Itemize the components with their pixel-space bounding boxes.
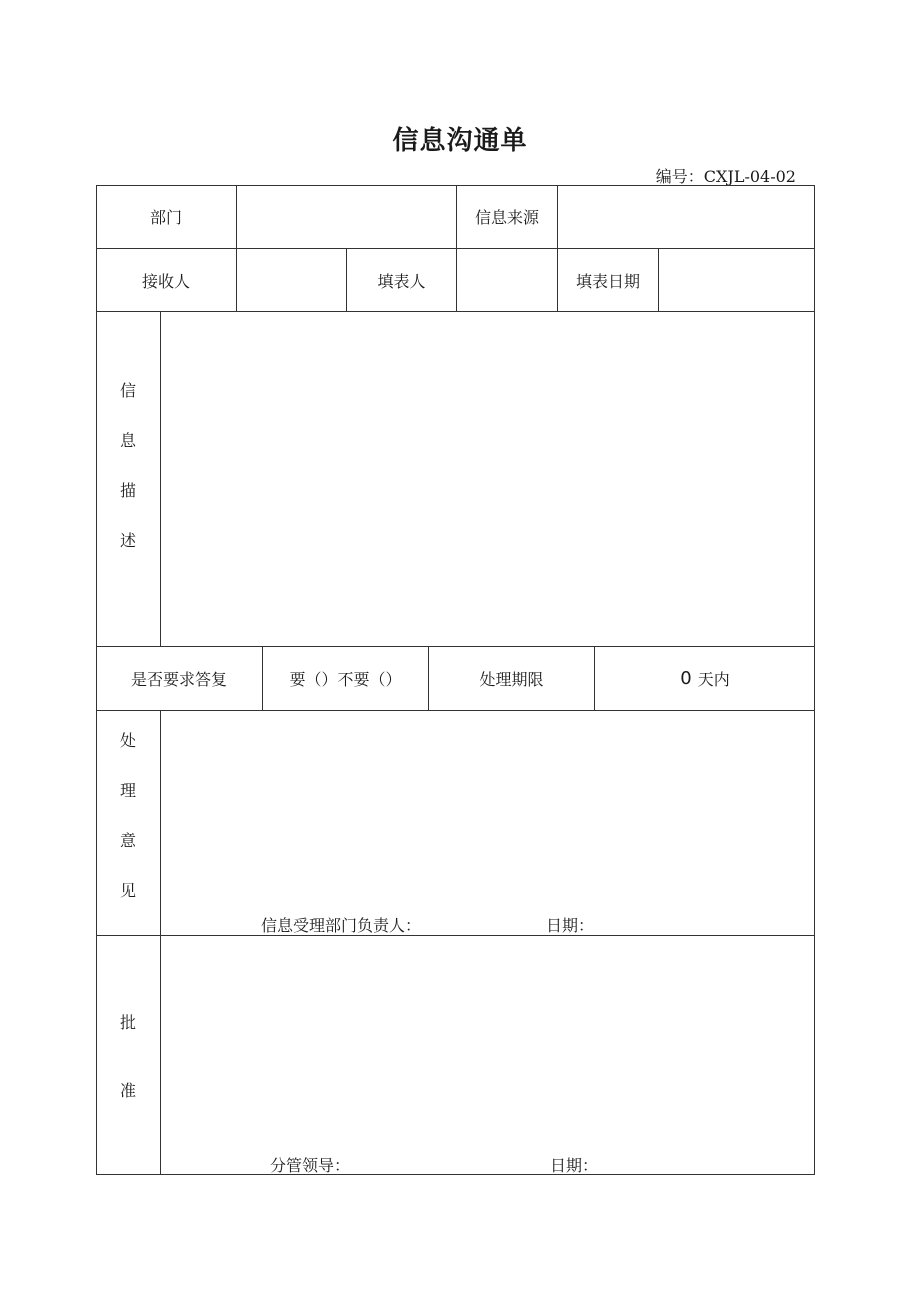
info-desc-label-char: 述	[119, 531, 136, 550]
approval-label-char: 批	[119, 1013, 136, 1032]
opinion-label-char: 处	[119, 731, 136, 750]
info-desc-label	[96, 378, 160, 578]
fill-date-field[interactable]	[659, 249, 815, 311]
opinion-label-char: 理	[119, 781, 136, 800]
deadline-unit: 天内	[697, 670, 730, 689]
opinion-signer-label: 信息受理部门负责人：	[261, 916, 422, 935]
approval-label-char: 准	[119, 1081, 136, 1100]
opinion-date-label: 日期：	[546, 916, 595, 935]
approval-field[interactable]	[161, 936, 815, 1141]
deadline-field[interactable]	[595, 647, 815, 710]
opinion-label-char: 意	[119, 831, 136, 850]
need-reply-options[interactable]: 要（）不要（）	[289, 670, 402, 689]
need-reply-label: 是否要求答复	[130, 670, 227, 689]
document-number: 编号：CXJL-04-02	[655, 167, 796, 186]
receiver-field[interactable]	[237, 249, 346, 311]
info-desc-label-char: 描	[119, 481, 136, 500]
info-source-field[interactable]	[558, 185, 815, 248]
info-desc-field[interactable]	[161, 312, 815, 646]
info-desc-label-char: 信	[119, 381, 136, 400]
opinion-field[interactable]	[161, 711, 815, 901]
deadline-label: 处理期限	[479, 670, 544, 689]
info-desc-label-char: 息	[119, 431, 136, 450]
approval-signer-label: 分管领导：	[270, 1156, 351, 1175]
approval-label	[96, 1010, 160, 1128]
info-source-label: 信息来源	[474, 208, 539, 227]
receiver-label: 接收人	[141, 271, 190, 291]
opinion-label	[96, 728, 160, 928]
deadline-number: 0	[680, 668, 692, 689]
opinion-label-char: 见	[119, 881, 136, 900]
dept-field[interactable]	[237, 185, 456, 248]
filler-field[interactable]	[457, 249, 557, 311]
approval-date-label: 日期：	[550, 1156, 599, 1175]
filler-label: 填表人	[377, 271, 426, 291]
dept-label: 部门	[149, 208, 182, 227]
fill-date-label: 填表日期	[575, 271, 640, 291]
form-title: 信息沟通单	[392, 126, 528, 156]
